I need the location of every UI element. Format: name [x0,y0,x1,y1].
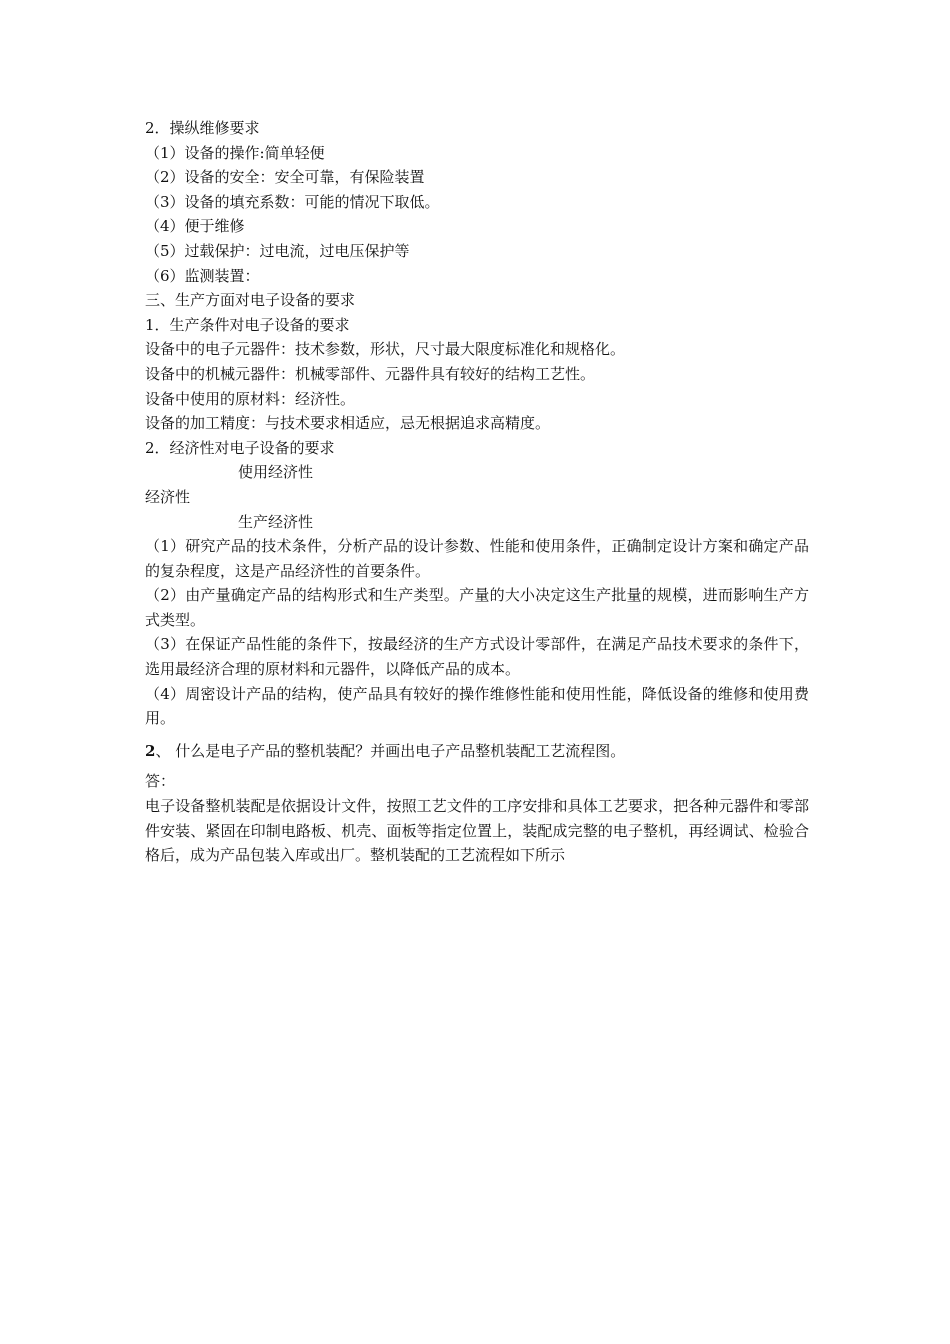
text-line: 设备中的机械元器件：机械零部件、元器件具有较好的结构工艺性。 [145,364,596,383]
subsection-heading-economy: 2．经济性对电子设备的要求 [145,438,335,457]
list-item: （4）便于维修 [145,217,245,236]
text-line: 设备中的电子元器件：技术参数，形状，尺寸最大限度标准化和规格化。 [145,340,626,359]
paragraph: （1）研究产品的技术条件，分析产品的设计参数、性能和使用条件，正确制定设计方案和确定产品的复杂程度，这是产品经济性的首要条件。 [145,537,809,580]
question-number: 2 [145,741,156,760]
text-line: 设备中使用的原材料：经济性。 [145,389,356,408]
document-page [145,116,809,868]
question-text: 、 什么是电子产品的整机装配？并画出电子产品整机装配工艺流程图。 [155,741,626,760]
text-line: 设备的加工精度：与技术要求相适应，忌无根据追求高精度。 [145,414,551,433]
question [145,739,809,764]
list-item: （2）设备的安全：安全可靠，有保险装置 [145,168,425,187]
economy-tree-root: 经济性 [145,487,191,506]
paragraph: （4）周密设计产品的结构，使产品具有较好的操作维修性能和使用性能，降低设备的维修和使用费用。 [145,684,809,728]
list-item: （6）监测装置： [145,266,260,285]
economy-tree-bottom: 生产经济性 [238,512,314,531]
list-item: （5）过载保护：过电流，过电压保护等 [145,241,410,260]
answer-paragraph: 电子设备整机装配是依据设计文件，按照工艺文件的工序安排和具体工艺要求，把各种元器件和零部件安装、紧固在印制电路板、机壳、面板等指定位置上，装配成完整的电子整机，再经调试、检验合格后，成为产品包装入库或出厂。整机装配的工艺流程如下所示 [145,797,809,865]
list-item: （1）设备的操作:简单轻便 [145,143,325,162]
paragraph: （3）在保证产品性能的条件下，按最经济的生产方式设计零部件，在满足产品技术要求的条件下，选用最经济合理的原材料和元器件，以降低产品的成本。 [145,635,809,679]
answer-label: 答： [145,772,176,791]
economy-tree-top: 使用经济性 [238,463,314,482]
subsection-heading-production-conditions: 1．生产条件对电子设备的要求 [145,315,350,334]
paragraph: （2）由产量确定产品的结构形式和生产类型。产量的大小决定这生产批量的规模，进而影响生产方式类型。 [145,586,809,629]
list-item: （3）设备的填充系数：可能的情况下取低。 [145,192,440,211]
section-heading-production: 三、生产方面对电子设备的要求 [145,291,356,310]
section-heading-operation-maintenance: 2．操纵维修要求 [145,119,260,137]
